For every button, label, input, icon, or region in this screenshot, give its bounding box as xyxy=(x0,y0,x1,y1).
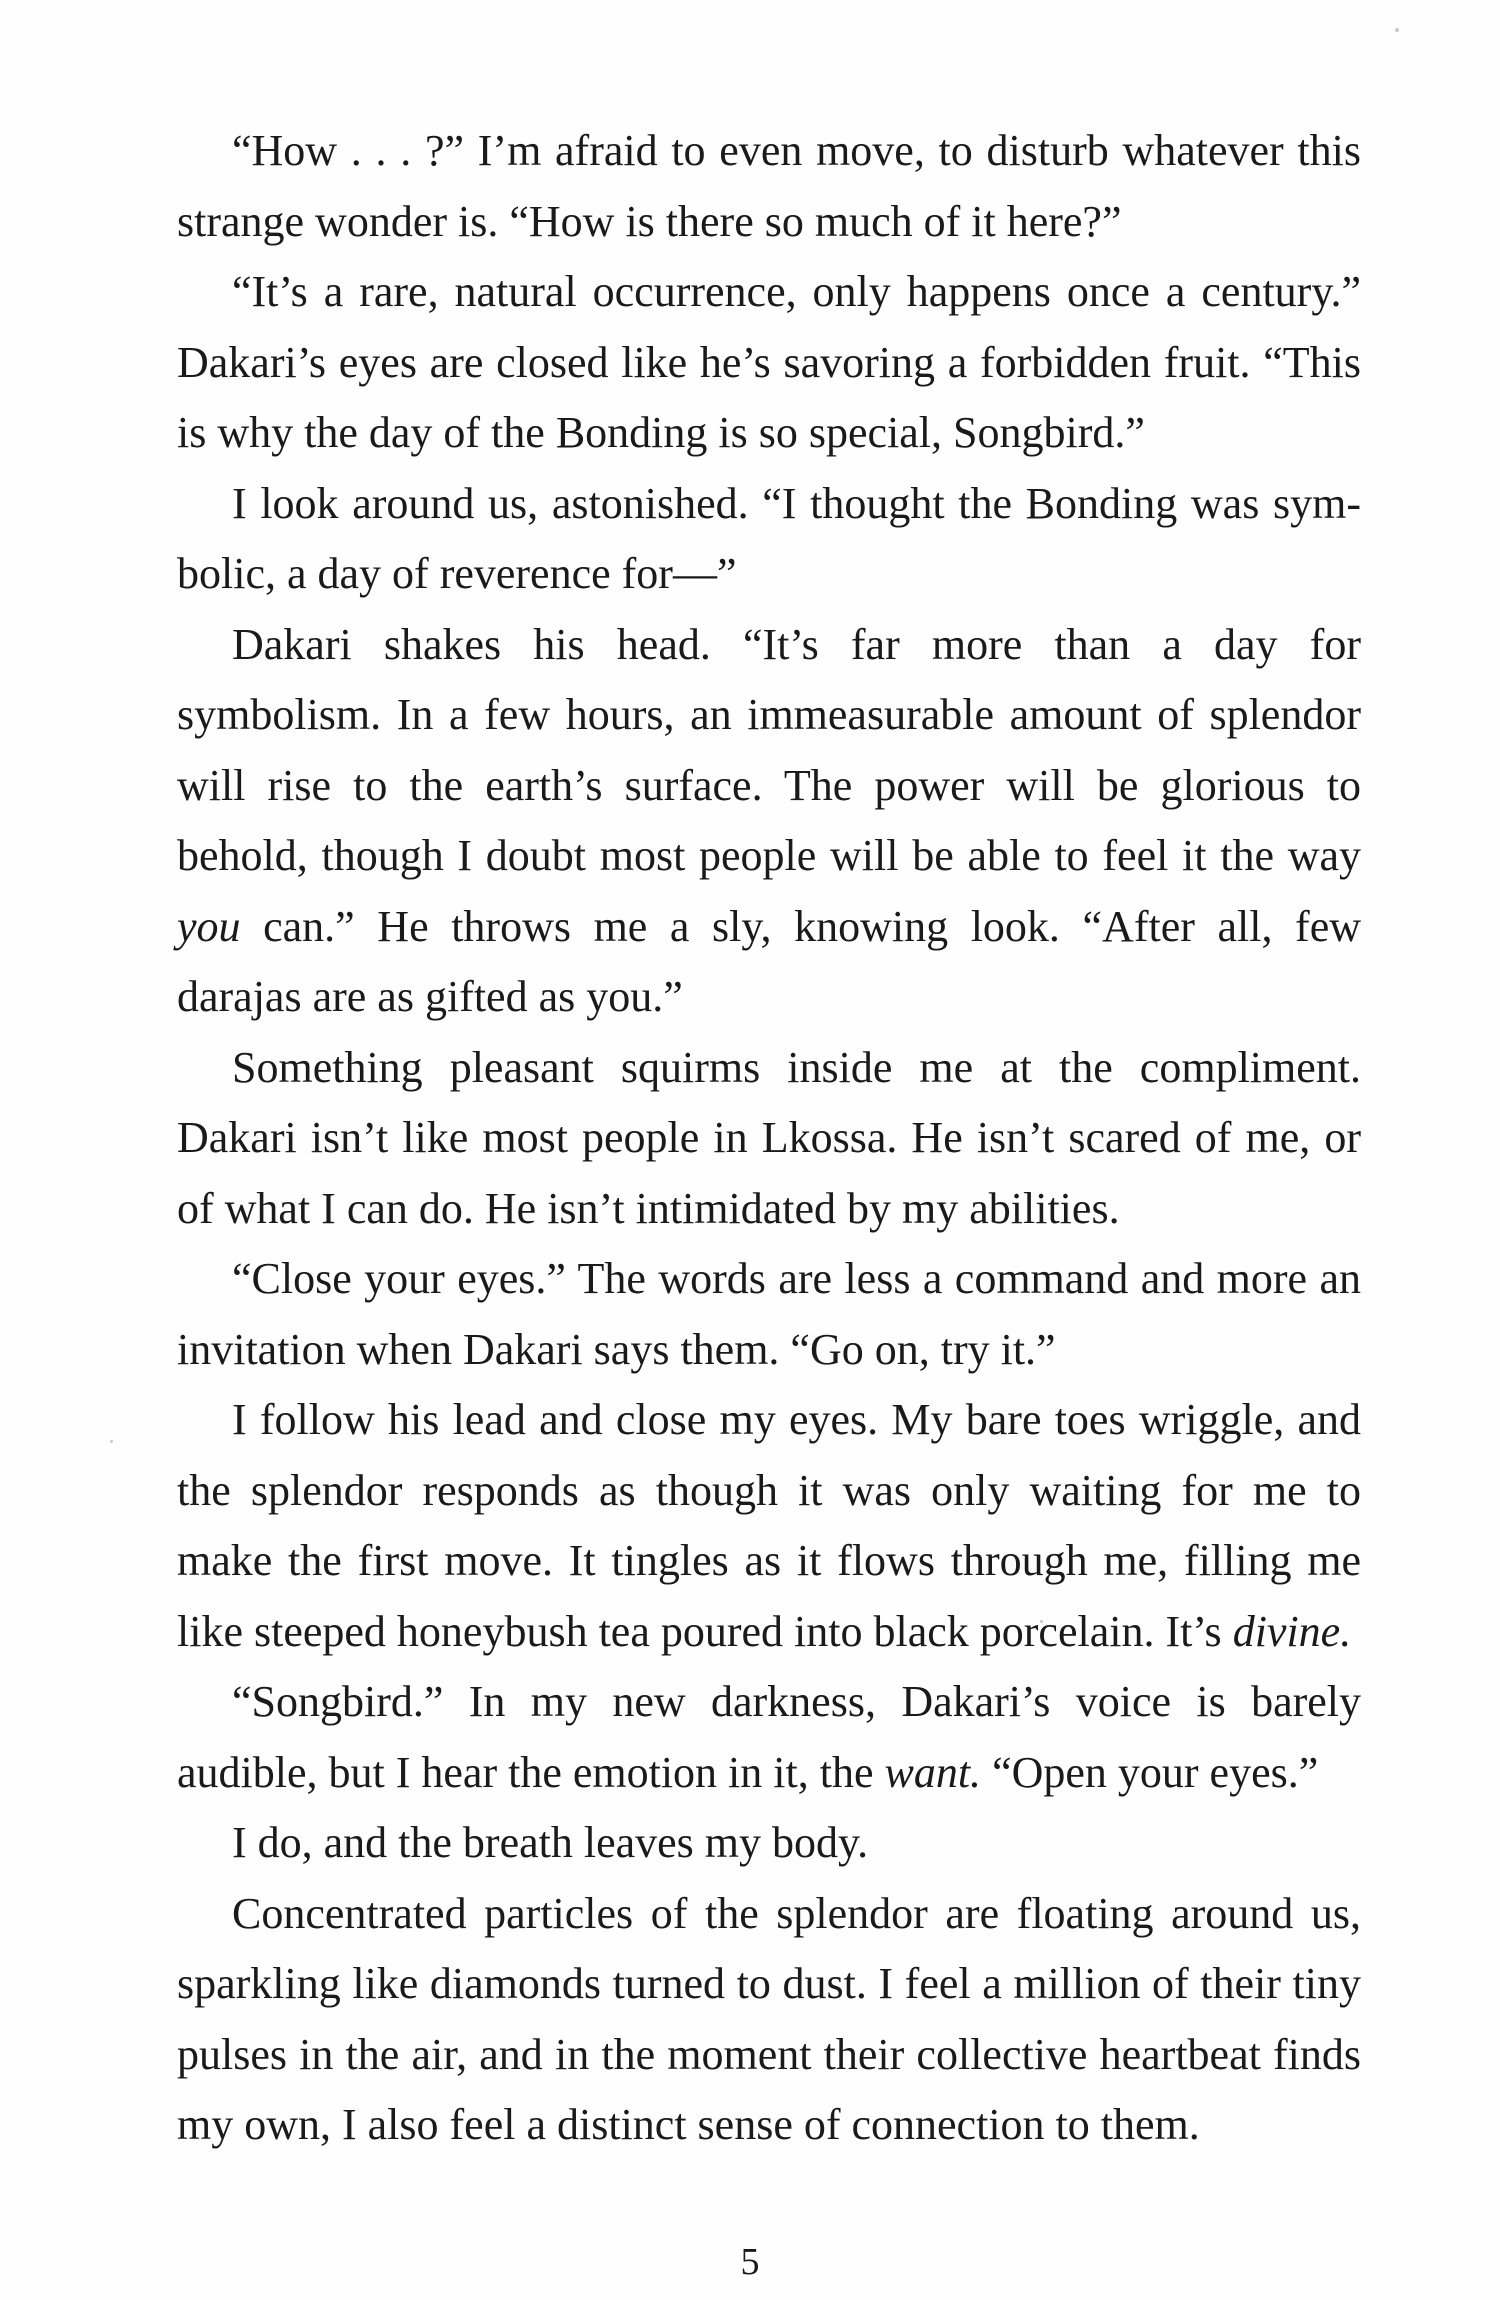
text-run: I follow his lead and close my eyes. My bare toes wriggle, and the splendor responds as though it was only waiting for me to make the first move. It tingles as it flows through me, filling me like steeped honeybush tea poured into black porcelain. It’s xyxy=(177,1395,1361,1656)
text-run: “It’s a rare, natural occurrence, only happens once a century.” Dakari’s eyes are closed like he’s savoring a forbidden fruit. “This is why the day of the Bonding is so special, Songbird.” xyxy=(177,267,1361,457)
text-run: “Close your eyes.” The words are less a command and more an invitation when Dakari says them. “Go on, try it.” xyxy=(177,1254,1361,1374)
text-run: “Open your eyes.” xyxy=(981,1747,1319,1797)
page-number: 5 xyxy=(740,2241,760,2283)
paragraph xyxy=(177,116,1361,257)
paragraph xyxy=(177,1667,1361,1808)
italic-text: divine. xyxy=(1232,1606,1352,1656)
text-run: I look around us, astonished. “I thought the Bonding was symbolic, a day of reverence for—” xyxy=(177,478,1361,598)
paragraph xyxy=(177,1033,1361,1245)
text-run: Dakari shakes his head. “It’s far more than a day for symbolism. In a few hours, an immeasurable amount of splendor will rise to the earth’s surface. The power will be glorious to behold, though I doubt most people will be able to feel it the way xyxy=(177,619,1361,880)
paragraph xyxy=(177,610,1361,1033)
paragraph xyxy=(177,1244,1361,1385)
body-text xyxy=(177,116,1361,2161)
text-run: Something pleasant squirms inside me at the compliment. Dakari isn’t like most people in Lkossa. He isn’t scared of me, or of what I can do. He isn’t intimidated by my abilities. xyxy=(177,1042,1361,1233)
text-run: can.” He throws me a sly, knowing look. “After all, few darajas are as gifted as you.” xyxy=(177,901,1361,1021)
paragraph xyxy=(177,1385,1361,1667)
italic-text: want. xyxy=(884,1747,982,1797)
italic-text: you xyxy=(177,901,241,951)
paper-speck xyxy=(1395,28,1399,32)
paragraph xyxy=(177,257,1361,469)
paper-speck xyxy=(110,1440,113,1443)
paragraph xyxy=(177,1879,1361,2161)
text-run: I do, and the breath leaves my body. xyxy=(232,1818,869,1867)
text-run: “Songbird.” In my new darkness, Dakari’s voice is barely audible, but I hear the emotion in it, the xyxy=(177,1677,1361,1797)
text-run: Concentrated particles of the splendor are floating around us, sparkling like diamonds turned to dust. I feel a million of their tiny pulses in the air, and in the moment their collective heartbeat finds my own, I also feel a distinct sense of connection to them. xyxy=(177,1888,1361,2149)
paragraph xyxy=(177,1808,1361,1879)
text-run: “How . . . ?” I’m afraid to even move, to disturb whatever this strange wonder is. “How is there so much of it here?” xyxy=(177,126,1361,246)
paragraph xyxy=(177,469,1361,610)
